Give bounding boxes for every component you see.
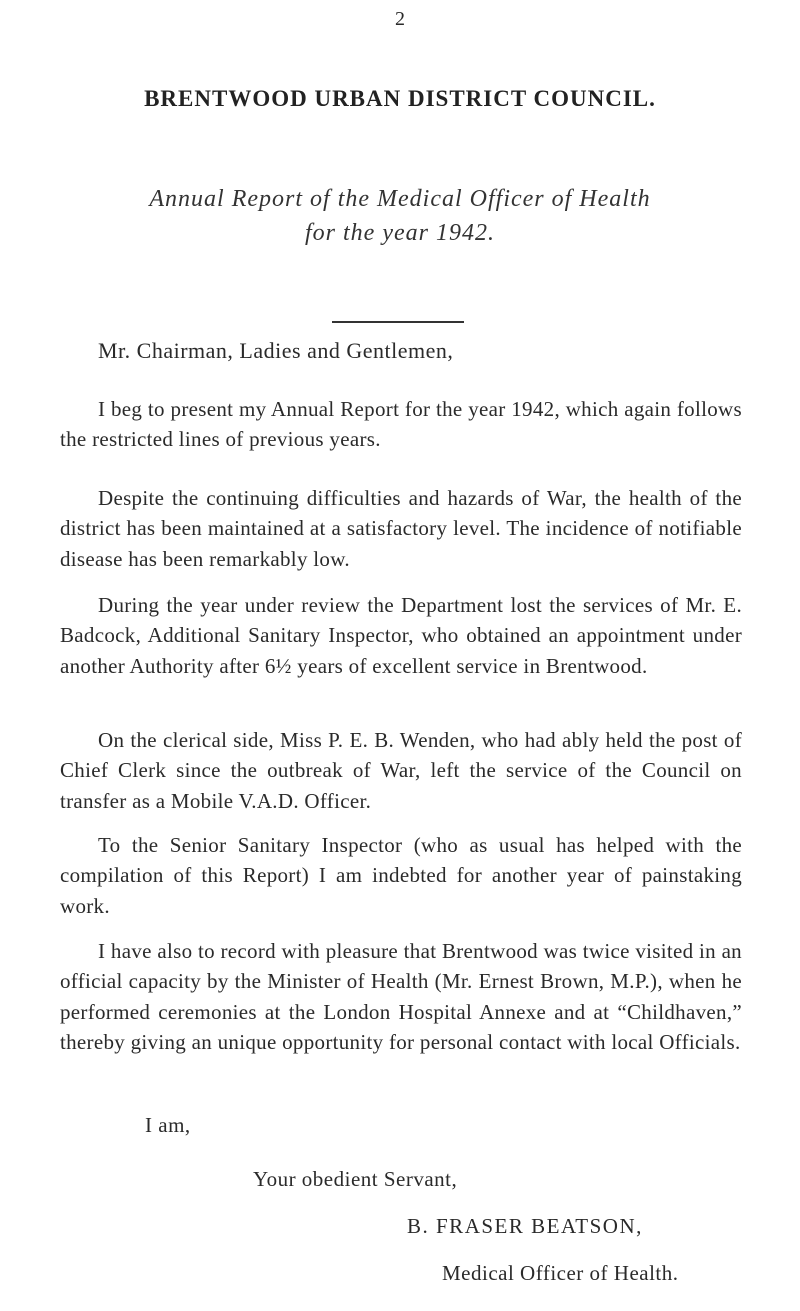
- signatory-name: B. FRASER BEATSON,: [407, 1214, 643, 1238]
- subtitle-line-1: Annual Report of the Medical Officer of Health: [149, 186, 651, 212]
- divider-rule: [332, 321, 464, 323]
- salutation: Mr. Chairman, Ladies and Gentlemen,: [98, 338, 454, 363]
- council-heading: BRENTWOOD URBAN DISTRICT COUNCIL.: [144, 86, 656, 111]
- paragraph-4: On the clerical side, Miss P. E. B. Wenden, who had ably held the post of Chief Clerk since the outbreak of War, left the service of the Council on transfer as a Mobile V.A.D. Officer.: [60, 728, 742, 813]
- report-subtitle: [0, 182, 800, 250]
- paragraph-2: Despite the continuing difficulties and hazards of War, the health of the district has been maintained at a satisfactory level. The incidence of notifiable disease has been remarkably low.: [60, 486, 742, 571]
- paragraph-1: I beg to present my Annual Report for the year 1942, which again follows the restricted lines of previous years.: [60, 397, 742, 452]
- paragraph-6: I have also to record with pleasure that Brentwood was twice visited in an official capacity by the Minister of Health (Mr. Ernest Brown, M.P.), when he performed ceremonies at the London Hospital Annexe and at “Childhaven,” thereby giving an unique opportunity for personal contact with local Officials.: [60, 939, 742, 1055]
- closing-servant: Your obedient Servant,: [253, 1167, 458, 1191]
- subtitle-line-2: for the year 1942.: [305, 220, 495, 246]
- closing-i-am: I am,: [145, 1113, 191, 1137]
- signatory-title: Medical Officer of Health.: [442, 1261, 679, 1285]
- paragraph-3: During the year under review the Department lost the services of Mr. E. Badcock, Additional Sanitary Inspector, who obtained an appointment under another Authority after 6½ years of excellent service in Brentwood.: [60, 593, 742, 678]
- paragraph-5: To the Senior Sanitary Inspector (who as usual has helped with the compilation of this Report) I am indebted for another year of painstaking work.: [60, 833, 742, 918]
- page-number: 2: [395, 8, 405, 30]
